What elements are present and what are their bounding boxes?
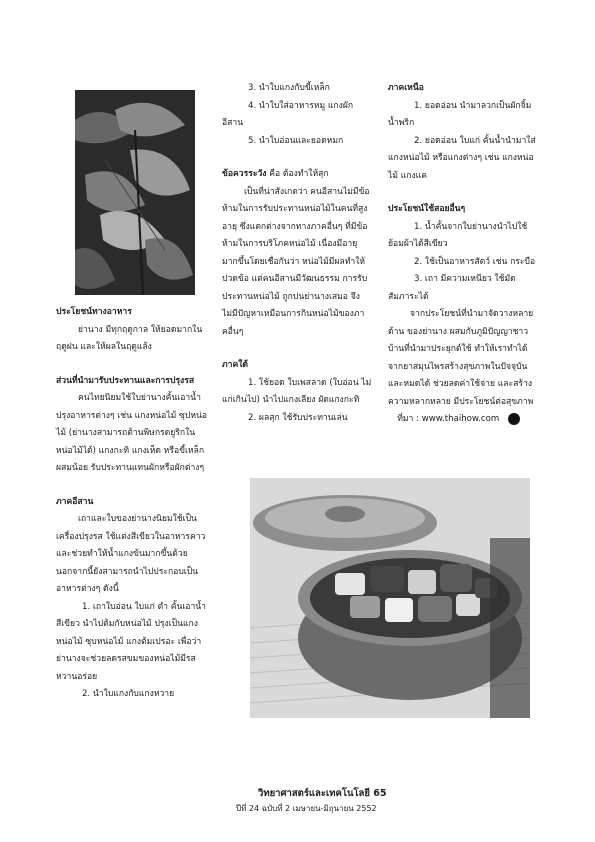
list-item-northeast-3: 3. นำใบแกงกับขี้เหล็ก	[248, 83, 330, 93]
heading-edible-parts: ส่วนที่นำมารับประทานและการปรุงรส	[56, 375, 195, 386]
list-item-north-1: 1. ยอดอ่อน นำมาลวกเป็นผักจิ้มน้ำพริก	[388, 100, 532, 128]
source-line	[388, 411, 538, 429]
list-item-south-2: 2. ผลสุก ใช้รับประทานเล่น	[248, 412, 348, 423]
footer-title: วิทยาศาสตร์และเทคโนโลยี 65	[258, 788, 387, 799]
list-item-northeast-2: 2. นำใบแกงกับแกงหวาย	[82, 689, 175, 699]
paragraph-other-uses: จากประโยชน์ที่นำมาจัดวางหลายด้าน ของย่านาง ผสมกับภูมิปัญญาชาวบ้านที่นำมาประยุกต์ใช้ ทำให้เราทำได้จากยาสมุนไพรสร้างสุขภาพในปัจจุบันและหมดได้ ช่วยลดค่าใช้จ่าย และสร้างความหลากหลาย มีประโยชน์ต่อสุขภาพ	[388, 309, 534, 407]
column-3	[388, 80, 538, 429]
list-item-northeast-1: 1. เถาใบอ่อน ใบแก่ ตำ คั้นเอาน้ำสีเขียว นำไปต้มกับหน่อไม้ ปรุงเป็นแกงหน่อไม้ ซุบหน่อไม้ แกงต้มเปรอะ เพื่อว่าย่านางจะช่วยลดรสขมของหน่อไม้มีรสหวานอร่อย	[56, 601, 206, 682]
caution-rest: คือ ต้องทำให้สุก	[266, 169, 329, 179]
list-item-other-1: 1. น้ำคั้นจากใบย่านางนำไปใช้ย้อมผ้าได้สีเขียว	[388, 221, 528, 249]
column-2	[222, 80, 372, 427]
heading-other-uses: ประโยชน์ใช้สอยอื่นๆ	[388, 204, 466, 214]
caution-heading: ข้อควรระวัง	[222, 169, 267, 179]
clay-pot-dish-photo	[250, 478, 530, 718]
paragraph-food-benefits: ย่านาง มีทุกฤดูกาล ให้ยอดมากในฤดูฝน และให้ผลในฤดูแล้ง	[56, 324, 203, 352]
source-text: ที่มา : www.thaihow.com	[397, 414, 500, 424]
paragraph-edible-parts: คนไทยนิยมใช้ใบย่านางคั้นเอาน้ำปรุงอาหารต่างๆ เช่น แกงหน่อไม้ ซุปหน่อไม้ (ย่านางสามารถต้านพิษกรดยูริกในหน่อไม้ได้) แกงกะทิ แกงเห็ด หรือขี้เหล็กผสมน้อย รับประทานแทนผักหรือผักต่างๆ	[56, 393, 208, 473]
list-item-north-2: 2. ยอดอ่อน ใบแก่ คั้นน้ำนำมาใส่แกงหน่อไม้ หรือแกงต่างๆ เช่น แกงหน่อไม้ แกงแค	[388, 135, 536, 181]
footer-issue: ปีที่ 24 ฉบับที่ 2 เมษายน-มิถุนายน 2552	[236, 804, 377, 813]
leaves-photo	[75, 90, 195, 295]
list-item-south-1: 1. ใช้ยอด ใบเพสลาด (ใบอ่อน ไม่แก่เกินไป) นำไปแกงเลียง ผัดแกงกะทิ	[222, 377, 372, 405]
list-item-northeast-5: 5. นำใบอ่อนและยอดหมก	[248, 135, 344, 146]
column-1	[56, 304, 211, 704]
heading-north: ภาคเหนือ	[388, 83, 424, 93]
dish-photo-graphic	[250, 478, 530, 718]
list-item-other-2: 2. ใช้เป็นอาหารสัตว์ เช่น กระบือ	[414, 256, 536, 267]
leaves-photo-graphic	[75, 90, 195, 295]
list-item-other-3: 3. เถา มีความเหนียว ใช้มัดสัมภาระได้	[388, 274, 516, 302]
heading-food-benefits: ประโยชน์ทางอาหาร	[56, 307, 132, 317]
caution-line	[222, 166, 372, 184]
heading-south: ภาคใต้	[222, 360, 249, 370]
heading-northeast: ภาคอีสาน	[56, 496, 94, 507]
end-mark-icon	[508, 413, 520, 425]
paragraph-caution: เป็นที่น่าสังเกตว่า คนอีสานไม่มีข้อห้ามในการรับประทานหน่อไม้ในคนที่สูงอายุ ซึ่งแตกต่างจากทางภาคอื่นๆ ที่มีข้อห้ามในการบริโภคหน่อไม้ เนื่องมีอายุมากขึ้นโดยเชื่อกันว่า หน่อไม้มีผลทำให้ปวดข้อ แต่คนอีสานมีวัฒนธรรม การรับประทานหน่อไม้ ถูกปนย่านางเสมอ จึงไม่มีปัญหาเหมือนการกินหน่อไม้ของภาคอื่นๆ	[222, 186, 370, 337]
paragraph-northeast: เถาและใบของย่านางนิยมใช้เป็นเครื่องปรุงรส ใช้แต่งสีเขียวในอาหารคาว และช่วยทำให้น้ำแกงข้นมากขึ้นด้วย นอกจากนี้ยังสามารถนำไปประกอบเป็นอาหารต่างๆ ดังนี้	[56, 514, 206, 594]
list-item-northeast-4: 4. นำใบใส่อาหารหมู แกงผักอีสาน	[222, 100, 354, 128]
